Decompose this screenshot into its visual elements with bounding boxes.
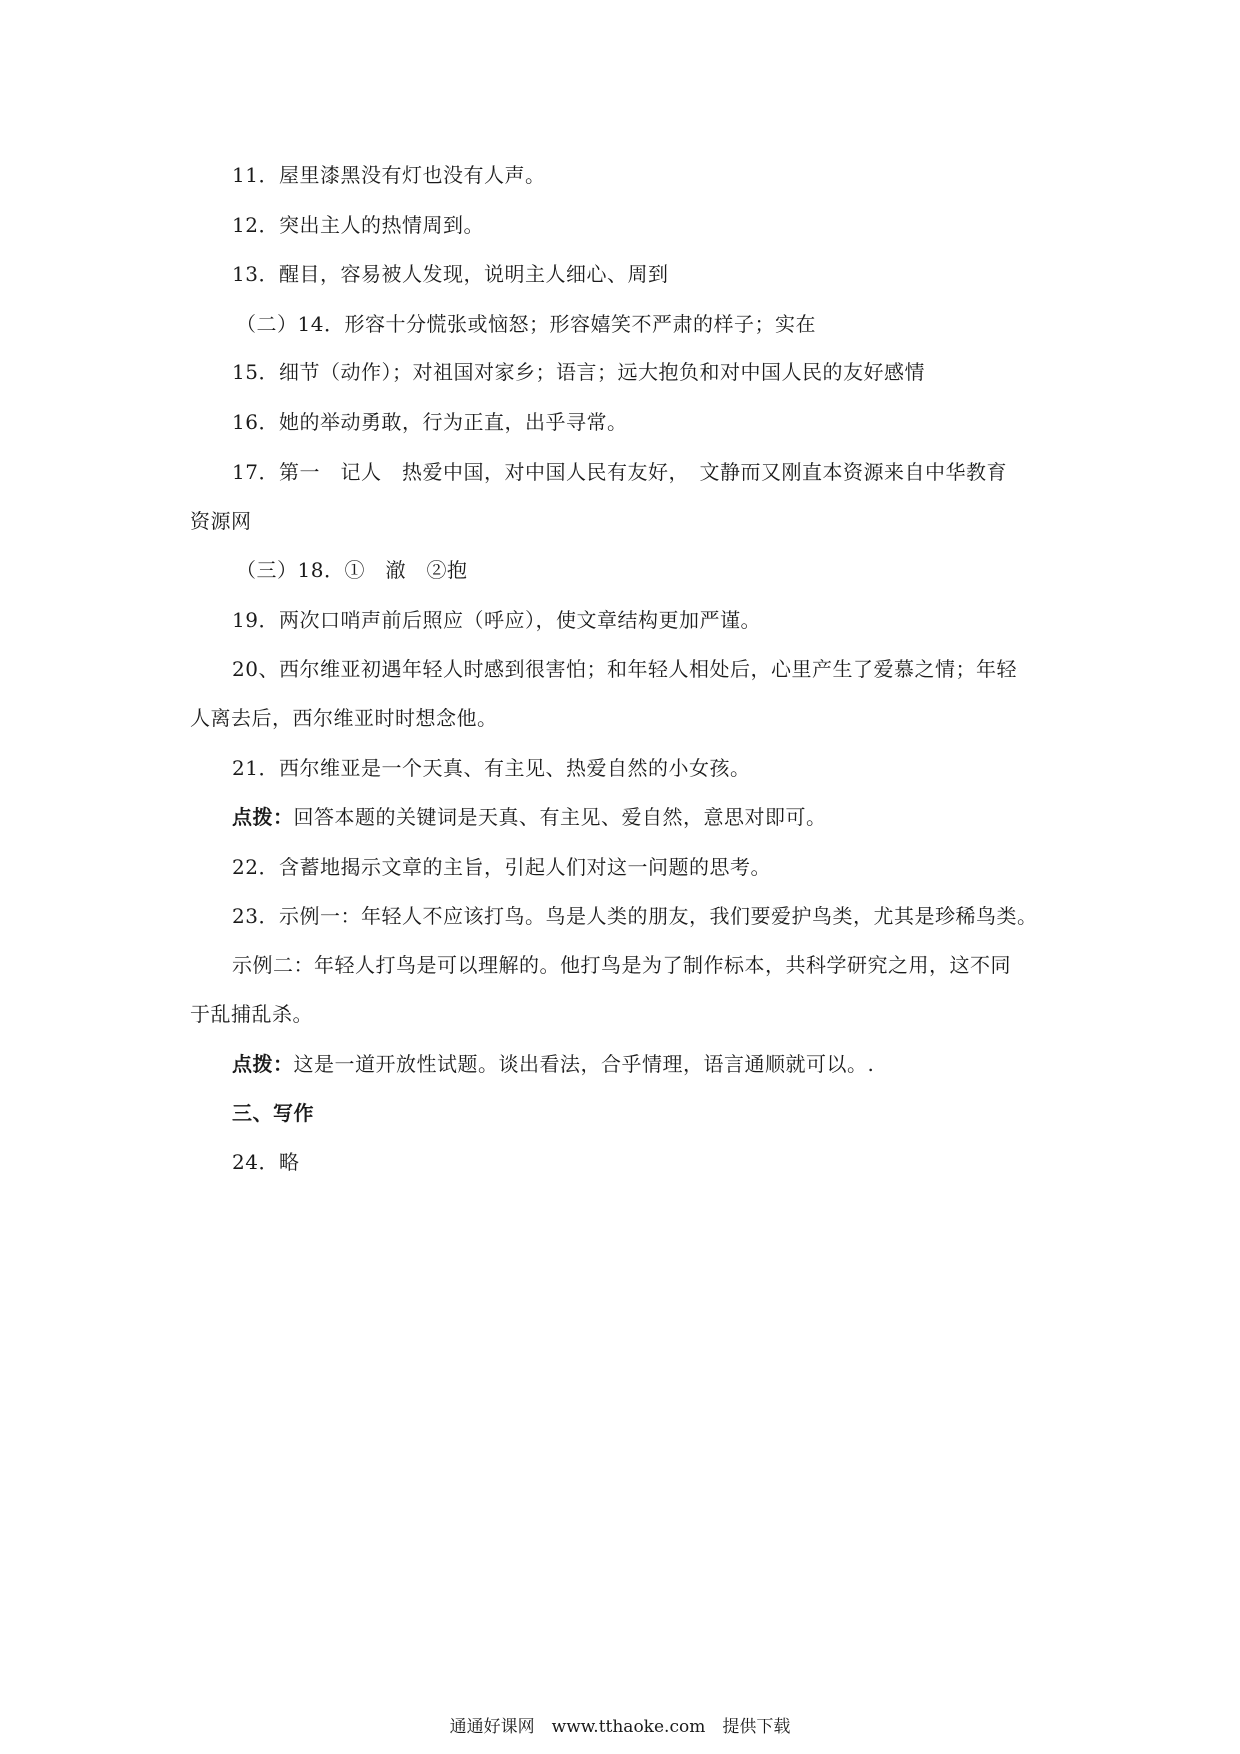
answer-20-line1: 20、西尔维亚初遇年轻人时感到很害怕；和年轻人相处后，心里产生了爱慕之情；年轻 [232,657,1017,681]
answer-24: 24．略 [232,1150,300,1174]
tip-1-label: 点拨： [232,805,294,829]
tip-1 [232,803,827,831]
answer-18: （三）18．① 澈 ②抱 [236,558,468,582]
tip-2-label: 点拨： [232,1052,294,1076]
answer-17-line2: 资源网 [190,509,252,533]
answer-12: 12．突出主人的热情周到。 [232,213,484,237]
answer-22: 22．含蓄地揭示文章的主旨，引起人们对这一问题的思考。 [232,855,771,879]
answer-14: （二）14．形容十分慌张或恼怒；形容嬉笑不严肃的样子；实在 [236,312,816,336]
tip-2 [232,1050,874,1078]
answer-11: 11．屋里漆黑没有灯也没有人声。 [232,163,546,187]
tip-2-text: 这是一道开放性试题。谈出看法，合乎情理，语言通顺就可以。. [293,1052,875,1076]
answer-16: 16．她的举动勇敢，行为正直，出乎寻常。 [232,410,628,434]
answer-15: 15．细节（动作）；对祖国对家乡；语言；远大抱负和对中国人民的友好感情 [232,360,925,384]
answer-23-line2: 示例二：年轻人打鸟是可以理解的。他打鸟是为了制作标本，共科学研究之用，这不同 [232,953,1011,977]
tip-1-text: 回答本题的关键词是天真、有主见、爱自然，意思对即可。 [293,805,827,829]
answer-20-line2: 人离去后，西尔维亚时时想念他。 [190,706,498,730]
page-footer: 通通好课网 www.tthaoke.com 提供下载 [449,1717,791,1737]
section-3-title: 三、写作 [232,1101,314,1125]
answer-19: 19．两次口哨声前后照应（呼应），使文章结构更加严谨。 [232,608,761,632]
answer-21: 21．西尔维亚是一个天真、有主见、热爱自然的小女孩。 [232,756,751,780]
answer-17-line1: 17．第一 记人 热爱中国，对中国人民有友好， 文静而又刚直本资源来自中华教育 [232,460,1007,484]
answer-23-line1: 23．示例一：年轻人不应该打鸟。鸟是人类的朋友，我们要爱护鸟类，尤其是珍稀鸟类。 [232,904,1038,928]
answer-13: 13．醒目，容易被人发现，说明主人细心、周到 [232,262,669,286]
answer-23-line3: 于乱捕乱杀。 [190,1002,313,1026]
